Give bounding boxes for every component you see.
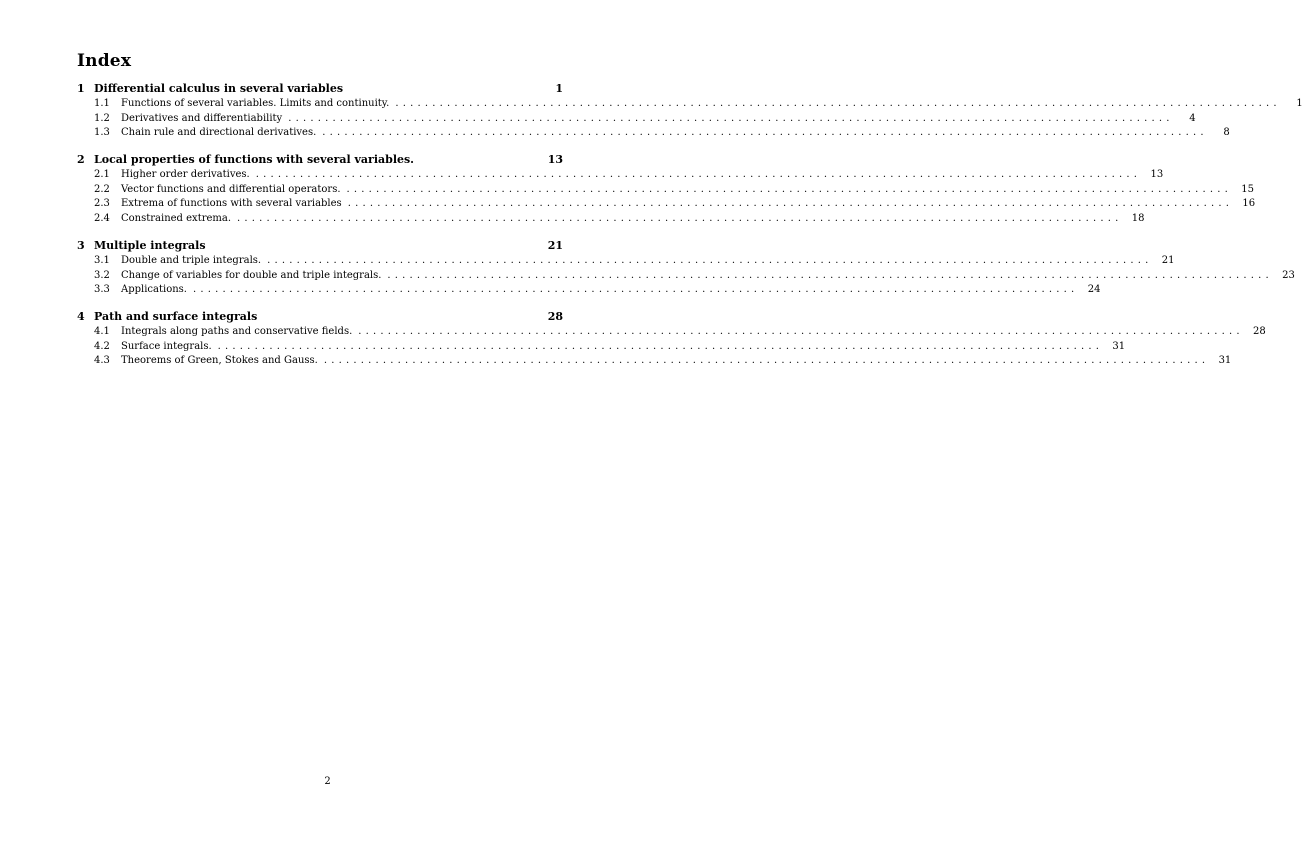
dot-leader: ........................................................................................................................ xyxy=(255,169,1142,181)
dot-leader: ........................................................................................................................ xyxy=(192,284,1079,296)
chapter-4 xyxy=(77,309,1266,370)
section-number: 2.4 xyxy=(94,213,110,225)
chapter-heading xyxy=(77,310,563,326)
section-title: Change of variables for double and triple integrals. xyxy=(121,269,382,281)
chapter-page: 28 xyxy=(547,309,563,323)
section-page: 28 xyxy=(1252,325,1266,337)
section-entry xyxy=(77,183,1254,199)
chapter-title: Multiple integrals xyxy=(94,238,206,252)
dot-leader: ........................................................................................................................ xyxy=(358,325,1244,337)
section-title: Functions of several variables. Limits and continuity. xyxy=(121,98,390,109)
section-number: 1.3 xyxy=(94,127,110,139)
chapter-1 xyxy=(77,82,1303,142)
section-title: Integrals along paths and conservative fields. xyxy=(121,325,353,337)
section-entry xyxy=(77,269,1295,285)
section-number: 1.2 xyxy=(94,112,110,124)
chapter-2 xyxy=(77,153,1256,228)
chapter-number: 3 xyxy=(77,238,85,252)
section-title: Applications. xyxy=(121,284,187,296)
section-entry xyxy=(77,254,1175,270)
chapter-heading xyxy=(77,239,563,255)
dot-leader: ........................................................................................................................ xyxy=(217,340,1104,352)
section-page: 8 xyxy=(1223,127,1230,139)
chapter-number: 4 xyxy=(77,309,85,323)
chapter-3 xyxy=(77,238,1295,299)
section-title: Double and triple integrals. xyxy=(121,254,262,266)
chapter-title: Path and surface integrals xyxy=(94,309,258,323)
section-number: 4.1 xyxy=(94,325,110,337)
section-title: Constrained extrema. xyxy=(121,213,232,225)
section-page: 21 xyxy=(1161,254,1175,266)
section-entry xyxy=(77,198,1256,213)
chapter-heading xyxy=(77,82,563,98)
dot-leader: ........................................................................................................................ xyxy=(387,269,1273,281)
page-number: 2 xyxy=(324,776,331,787)
dot-leader: ........................................................................................................................ xyxy=(395,98,1281,109)
section-number: 2.1 xyxy=(94,169,110,181)
section-entry xyxy=(77,340,1126,356)
section-title: Higher order derivatives. xyxy=(121,169,250,181)
dot-leader: ........................................................................................................................ xyxy=(323,355,1210,367)
chapter-title: Local properties of functions with several variables. xyxy=(94,153,415,167)
section-title: Extrema of functions with several variables xyxy=(121,198,342,210)
section-number: 3.3 xyxy=(94,284,110,296)
section-page: 15 xyxy=(1241,183,1254,195)
chapter-page: 13 xyxy=(547,153,563,167)
section-number: 3.2 xyxy=(94,269,110,281)
section-entry xyxy=(77,127,1230,142)
section-page: 18 xyxy=(1131,213,1145,225)
section-page: 23 xyxy=(1282,269,1295,281)
dot-leader: ........................................................................................................................ xyxy=(288,112,1174,124)
chapter-page: 21 xyxy=(547,238,563,252)
section-title: Derivatives and differentiability xyxy=(121,112,283,124)
section-entry xyxy=(77,112,1196,128)
section-entry xyxy=(77,284,1101,299)
section-number: 2.2 xyxy=(94,183,110,195)
section-page: 31 xyxy=(1112,340,1126,352)
section-number: 4.3 xyxy=(94,355,110,367)
section-title: Vector functions and differential operators. xyxy=(121,183,341,195)
chapter-heading xyxy=(77,153,563,169)
section-title: Chain rule and directional derivatives. xyxy=(121,127,317,139)
dot-leader: ........................................................................................................................ xyxy=(346,183,1232,195)
section-page: 13 xyxy=(1150,169,1164,181)
dot-leader: ........................................................................................................................ xyxy=(322,127,1208,139)
chapter-number: 2 xyxy=(77,153,85,167)
section-page: 16 xyxy=(1242,198,1256,210)
section-number: 1.1 xyxy=(94,98,110,109)
section-page: 24 xyxy=(1087,284,1101,296)
dot-leader: ........................................................................................................................ xyxy=(347,198,1234,210)
section-title: Theorems of Green, Stokes and Gauss. xyxy=(121,355,318,367)
section-page: 31 xyxy=(1218,355,1232,367)
chapter-title: Differential calculus in several variables xyxy=(94,82,344,95)
section-number: 3.1 xyxy=(94,254,110,266)
section-entry xyxy=(77,213,1145,228)
section-page: 1 xyxy=(1296,98,1303,109)
section-entry xyxy=(77,325,1266,341)
section-entry xyxy=(77,98,1303,113)
section-number: 4.2 xyxy=(94,340,110,352)
section-entry xyxy=(77,355,1232,370)
dot-leader: ........................................................................................................................ xyxy=(237,213,1123,225)
chapter-page: 1 xyxy=(555,82,563,95)
section-title: Surface integrals. xyxy=(121,340,212,352)
section-page: 4 xyxy=(1189,112,1196,124)
section-entry xyxy=(77,169,1164,184)
dot-leader: ........................................................................................................................ xyxy=(267,254,1153,266)
chapter-number: 1 xyxy=(77,82,85,95)
table-of-contents xyxy=(77,82,1303,381)
section-number: 2.3 xyxy=(94,198,110,210)
page-title: Index xyxy=(77,51,132,71)
